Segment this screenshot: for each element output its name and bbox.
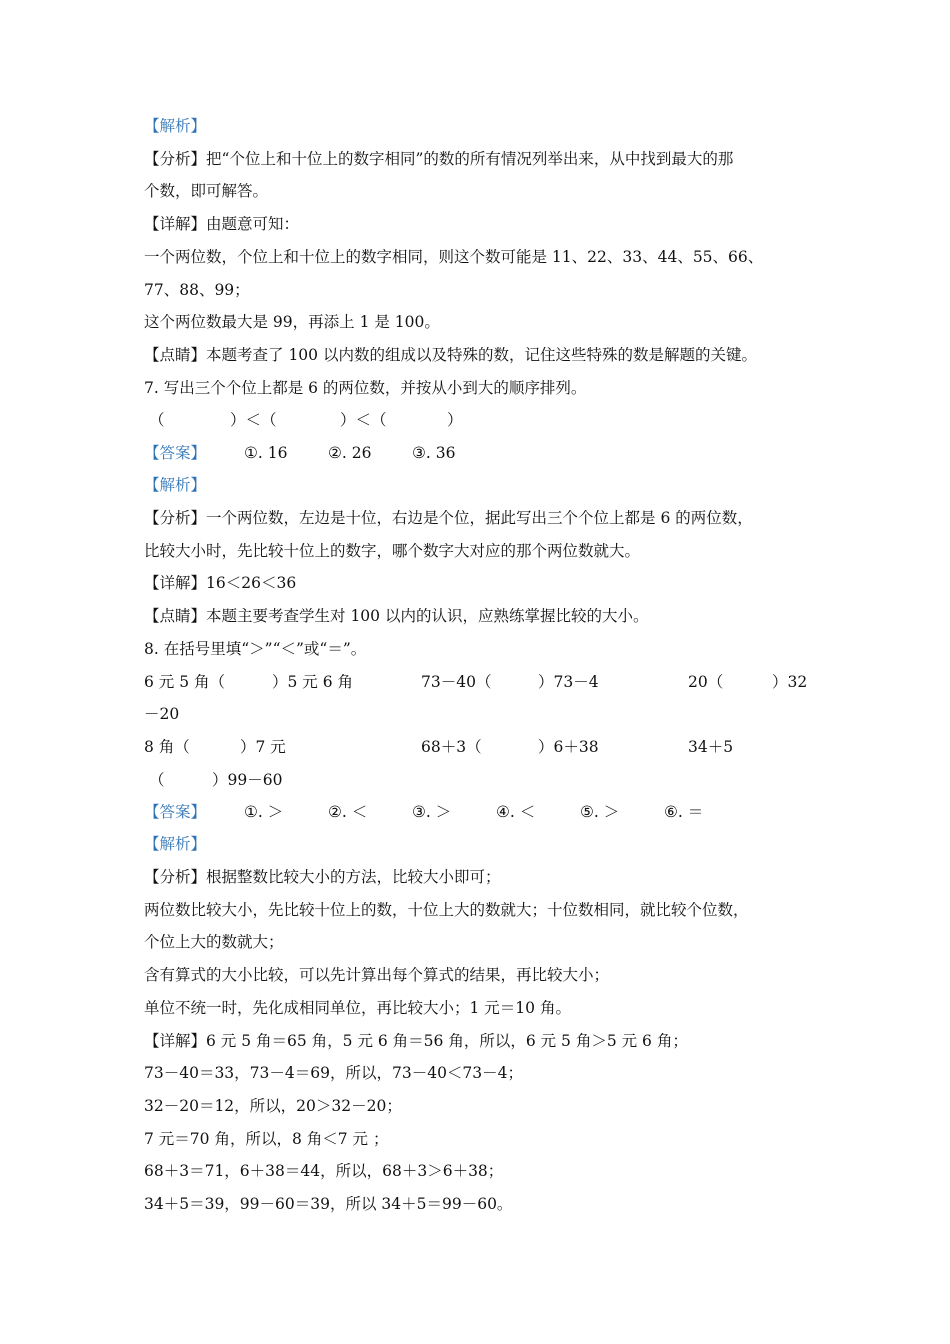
q8-analysis-line-3: 个位上大的数就大； <box>144 933 284 951</box>
q8-item4-left: 8 角（ <box>144 738 190 756</box>
analysis-heading: 【解析】 <box>144 117 207 135</box>
q7-comment-text: 本题主要考查学生对 100 以内的认识，应熟练掌握比较的大小。 <box>206 607 649 625</box>
q7-detail-tag: 【详解】 <box>144 574 207 592</box>
analysis-text-cont: 个数，即可解答。 <box>144 182 269 200</box>
analysis-text: 把“个位上和十位上的数字相同”的数的所有情况列举出来，从中找到最大的那 <box>206 150 734 168</box>
q8-analysis-text: 根据整数比较大小的方法，比较大小即可； <box>206 868 501 886</box>
q8-analysis-line-4: 含有算式的大小比较，可以先计算出每个算式的结果，再比较大小； <box>144 966 610 984</box>
q8-answer-6: ⑥. ＝ <box>664 803 704 821</box>
question-8: 8. 在括号里填“＞”“＜”或“＝”。 <box>144 640 367 658</box>
q8-item3-cont: －20 <box>144 705 180 723</box>
q8-item5-right: ）6＋38 <box>538 738 599 756</box>
q8-item1-left: 6 元 5 角（ <box>144 673 226 691</box>
q8-item1-right: ）5 元 6 角 <box>272 673 354 691</box>
q7-answer-3: ③. 36 <box>412 444 456 462</box>
q8-analysis-line-5: 单位不统一时，先化成相同单位，再比较大小；1 元＝10 角。 <box>144 999 571 1017</box>
q8-item5-left: 68＋3（ <box>421 738 482 756</box>
q8-answer-1: ①. ＞ <box>244 803 284 821</box>
comment-line <box>144 345 757 365</box>
q8-detail-line-6: 34＋5＝39，99－60＝39，所以 34＋5＝99－60。 <box>144 1195 513 1213</box>
detail-text: 由题意可知： <box>206 215 300 233</box>
q8-item6-left: 34＋5 <box>688 738 734 756</box>
q7-answer-tag: 【答案】 <box>144 444 207 462</box>
analysis-tag: 【分析】 <box>144 150 207 168</box>
q8-analysis-heading: 【解析】 <box>144 835 207 853</box>
q8-analysis-tag: 【分析】 <box>144 868 207 886</box>
q8-item6-blank: （ <box>149 771 165 789</box>
q7-blank-close: ） <box>447 411 463 429</box>
q7-answer-1: ①. 16 <box>244 444 288 462</box>
q8-answer-tag: 【答案】 <box>144 803 207 821</box>
q8-detail-tag: 【详解】 <box>144 1032 207 1050</box>
comment-text: 本题考查了 100 以内数的组成以及特殊的数，记住这些特殊的数是解题的关键。 <box>206 346 757 364</box>
q7-analysis-tag: 【分析】 <box>144 509 207 527</box>
q7-comment-tag: 【点睛】 <box>144 607 207 625</box>
detail-line-b: 77、88、99； <box>144 281 250 299</box>
q8-detail-line-3: 32－20＝12，所以，20＞32－20； <box>144 1097 402 1115</box>
q7-blank-mid1: ）＜（ <box>230 411 277 429</box>
q8-answer-2: ②. ＜ <box>328 803 368 821</box>
q8-detail-line-2: 73－40＝33，73－4＝69，所以，73－40＜73－4； <box>144 1064 524 1082</box>
q7-analysis-text: 一个两位数，左边是十位，右边是个位，据此写出三个个位上都是 6 的两位数， <box>206 509 753 527</box>
detail-line <box>144 214 299 234</box>
q8-detail-line <box>144 1031 688 1051</box>
detail-tag: 【详解】 <box>144 215 207 233</box>
q8-item3-left: 20（ <box>688 673 724 691</box>
q7-blank-mid2: ）＜（ <box>340 411 387 429</box>
q8-answer-3: ③. ＞ <box>412 803 452 821</box>
q8-analysis-line-2: 两位数比较大小，先比较十位上的数，十位上大的数就大；十位数相同，就比较个位数， <box>144 901 749 919</box>
question-7: 7. 写出三个个位上都是 6 的两位数，并按从小到大的顺序排列。 <box>144 379 587 397</box>
q8-answer-5: ⑤. ＞ <box>580 803 620 821</box>
q7-answer-2: ②. 26 <box>328 444 372 462</box>
detail-line-a: 一个两位数，个位上和十位上的数字相同，则这个数可能是 11、22、33、44、55、66、 <box>144 248 764 266</box>
detail-line-c: 这个两位数最大是 99，再添上 1 是 100。 <box>144 313 440 331</box>
q8-detail-line-5: 68＋3＝71，6＋38＝44，所以，68＋3＞6＋38； <box>144 1162 504 1180</box>
q8-item2-right: ）73－4 <box>538 673 599 691</box>
q8-detail-line-4: 7 元＝70 角，所以，8 角＜7 元 ； <box>144 1130 389 1148</box>
comment-tag: 【点睛】 <box>144 346 207 364</box>
q8-item6-right: ）99－60 <box>212 771 283 789</box>
q8-item3-right: ）32 <box>772 673 808 691</box>
q8-item2-left: 73－40（ <box>421 673 492 691</box>
q7-blank-open: （ <box>149 411 165 429</box>
q7-detail-text: 16＜26＜36 <box>206 574 297 592</box>
q7-comment-line <box>144 606 648 626</box>
q7-analysis-line <box>144 508 753 528</box>
analysis-line <box>144 149 733 169</box>
q8-analysis-line <box>144 867 501 887</box>
q7-analysis-text-cont: 比较大小时，先比较十位上的数字，哪个数字大对应的那个两位数就大。 <box>144 542 641 560</box>
q7-analysis-heading: 【解析】 <box>144 476 207 494</box>
q7-detail-line <box>144 573 296 593</box>
q8-answer-4: ④. ＜ <box>496 803 536 821</box>
q8-item4-right: ）7 元 <box>240 738 286 756</box>
q8-detail-text-1: 6 元 5 角＝65 角，5 元 6 角＝56 角，所以，6 元 5 角＞5 元 6 角； <box>206 1032 688 1050</box>
